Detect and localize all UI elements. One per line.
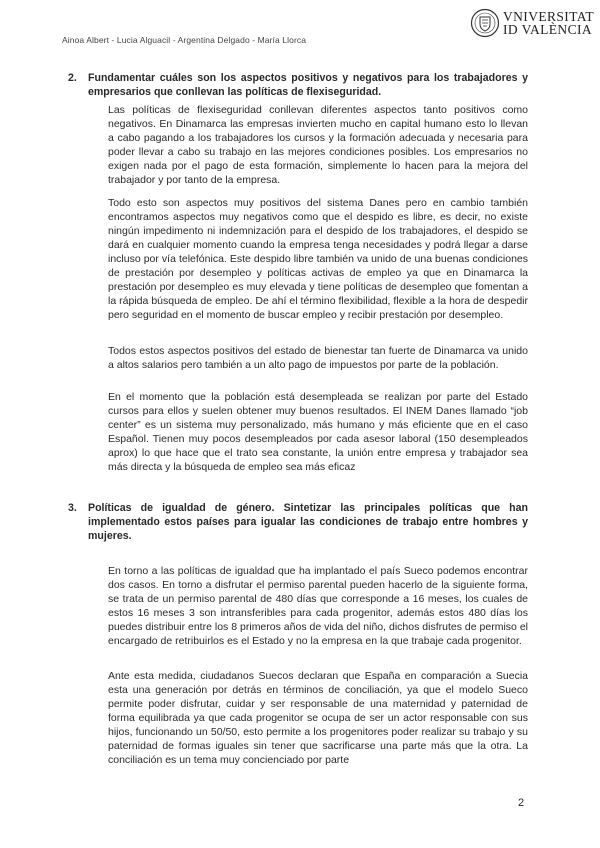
section-3-heading — [68, 501, 528, 543]
section-title: Políticas de igualdad de género. Sintetizar las principales políticas que han implementado estos países para igualar las condiciones de trabajo entre hombres y mujeres. — [88, 502, 528, 542]
paragraph: Las políticas de flexiseguridad conllevan diferentes aspectos tanto positivos como negativos. En Dinamarca las empresas invierten mucho en capital humano esto lo llevan a cabo pagando a los trabajadores los cursos y la formación adecuada y necesaria para poder llevar a cabo su trabajo en las mejores condiciones posibles. Los empresarios no exigen nada por el pago de esta formación, simplemente lo hacen para la mejora del trabajador y por tanto de la empresa. — [108, 104, 528, 186]
paragraph: Todo esto son aspectos muy positivos del sistema Danes pero en cambio también encontramos aspectos muy negativos como que el despido es libre, es decir, no existe ningún impedimento ni indemnización para el despido de los trabajadores, el despido se dará en cualquier momento cuando la empresa tenga necesidades y podrá llegar a darse incluso por vía telefónica. Este despido libre también va unido de una buenas condiciones de prestación por desempleo y políticas activas de empleo ya que en Dinamarca la prestación por desempleo es muy elevada y tiene políticas de desempleo que fomentan a la rápida búsqueda de empleo. De ahí el término flexibilidad, flexible a la hora de despedir pero seguridad en el momento de buscar empleo y recibir prestación por desempleo. — [108, 197, 528, 321]
paragraph: Ante esta medida, ciudadanos Suecos declaran que España en comparación a Suecia esta una generación por detrás en términos de conciliación, ya que el modelo Sueco permite poder disfrutar, cuidar y ser responsable de una maternidad y paternidad de forma equilibrada ya que cada progenitor se ocupa de ser un actor responsable con sus hijos, funcionando un 50/50, esto permite a los progenitores poder realizar su trabajo y su paternidad de formas iguales sin tener que sacrificarse una parte más que la otra. La conciliación es un tema muy concienciado por parte — [108, 670, 528, 766]
page-number: 2 — [518, 797, 525, 809]
paragraph: En el momento que la población está desempleada se realizan por parte del Estado cursos para ellos y suelen obtener muy buenos resultados. El INEM Danes llamado “job center” es un sistema muy personalizado, más humano y más eficiente que en el caso Español. Tienen muy pocos desempleados por cada asesor laboral (150 desempleados aprox) lo que hace que el trato sea constante, la unión entre empresa y trabajador sea más directa y la búsqueda de empleo sea más eficaz — [108, 391, 528, 473]
header-authors: Ainoa Albert - Lucia Alguacil - Argentina Delgado - María Llorca — [62, 35, 307, 45]
section-number: 3. — [68, 502, 77, 514]
paragraph: En torno a las políticas de igualdad que ha implantado el país Sueco podemos encontrar dos casos. En torno a disfrutar el permiso parental pueden hacerlo de la siguiente forma, se trata de un permiso parental de 480 días que corresponde a 16 meses, los cuales de estos 16 meses 3 son intransferibles para cada progenitor, además estos 480 días los puedes distribuir entre los 8 primeros años de vida del niño, dichos disfrutes de permiso el encargado de retribuirlos es el Estado y no la empresa en la que trabaje cada progenitor. — [108, 565, 528, 647]
university-name — [503, 10, 594, 36]
section-title: Fundamentar cuáles son los aspectos positivos y negativos para los trabajadores y empresarios que conllevan las políticas de flexiseguridad. — [88, 72, 528, 98]
logo-line-2: ID VALÈNCIA — [503, 22, 593, 37]
logo-line-1: VNIVERSITAT — [503, 9, 595, 24]
university-seal-icon — [470, 8, 500, 38]
section-number: 2. — [68, 72, 77, 84]
university-logo — [470, 8, 595, 44]
section-2-heading — [68, 71, 528, 99]
paragraph: Todos estos aspectos positivos del estado de bienestar tan fuerte de Dinamarca va unido a altos salarios pero también a un alto pago de impuestos por parte de la población. — [108, 345, 528, 371]
